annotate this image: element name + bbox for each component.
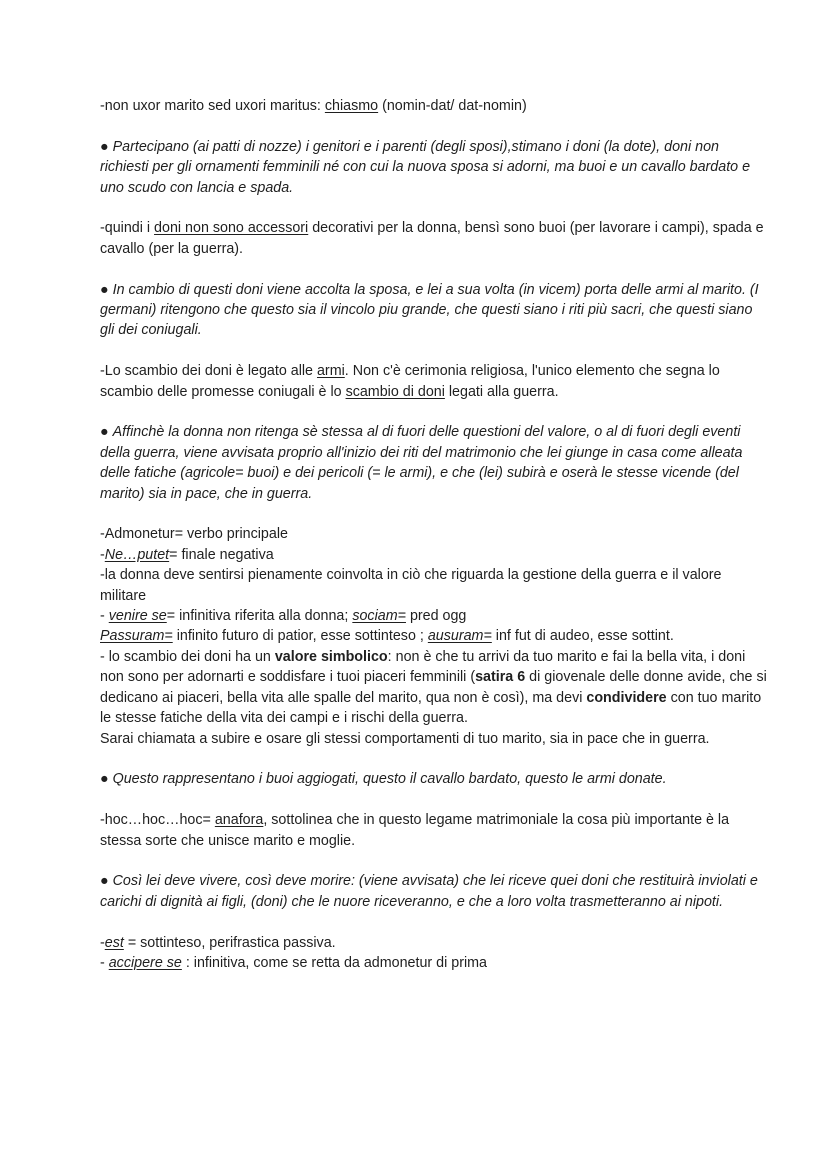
translation-bullet-1: ● Partecipano (ai patti di nozze) i genitori e i parenti (degli sposi),stimano i doni (la dote), doni non richiesti per gli ornamenti femminili né con cui la nuova sposa si adorni, ma buoi e un cavallo bardato e uno scudo con lancia e spada. — [100, 137, 768, 198]
term-condividere: condividere — [586, 689, 667, 706]
term-satira-6: satira 6 — [475, 669, 526, 686]
note-venire-se: - venire se= infinitiva riferita alla donna; sociam= pred ogg — [100, 608, 467, 625]
exchange-note: -Lo scambio dei doni è legato alle armi. Non c'è cerimonia religiosa, l'unico elemento che segna lo scambio delle promesse coniugali è lo scambio di doni legati alla guerra. — [100, 363, 720, 400]
term-ne-putet: Ne…putet — [104, 546, 170, 563]
anafora-note: -hoc…hoc…hoc= anafora, sottolinea che in questo legame matrimoniale la cosa più importante è la stessa sorte che unisce marito e moglie. — [100, 812, 730, 849]
note-passuram: Passuram= infinito futuro di patior, esse sottinteso ; ausuram= inf fut di audeo, esse sottint. — [100, 628, 674, 645]
note-accipere-se: - accipere se : infinitiva, come se retta da admonetur di prima — [100, 954, 488, 971]
term-chiasmo: chiasmo — [324, 98, 379, 114]
note-sarai-chiamata: Sarai chiamata a subire e osare gli stessi comportamenti di tuo marito, sia in pace che in guerra. — [100, 730, 710, 747]
term-doni-non-accessori: doni non sono accessori — [154, 220, 309, 237]
grammar-notes — [100, 524, 768, 748]
note-admonetur: -Admonetur= verbo principale — [100, 526, 288, 543]
note-ne-putet: -Ne…putet= finale negativa — [100, 546, 274, 563]
term-armi: armi — [316, 363, 345, 380]
final-notes — [100, 933, 768, 974]
chiasmo-note: -non uxor marito sed uxori maritus: chiasmo (nomin-dat/ dat-nomin) — [100, 98, 527, 114]
note-donna-coinvolta: -la donna deve sentirsi pienamente coinvolta in ciò che riguarda la gestione della guerra e il valore militare — [100, 567, 722, 604]
translation-bullet-2: ● In cambio di questi doni viene accolta la sposa, e lei a sua volta (in vicem) porta delle armi al marito. (I germani) ritengono che questo sia il vincolo piu grande, che questi siano i riti più sacri, che questi siano gli dei coniugali. — [100, 280, 768, 341]
translation-bullet-3: ● Affinchè la donna non ritenga sè stessa al di fuori delle questioni del valore, o al di fuori degli eventi della guerra, viene avvisata proprio all'inizio dei riti del matrimonio che lei giunge in casa come alleata delle fatiche (agricole= buoi) e dei pericoli (= le armi), e che (lei) subirà e oserà le stesse vicende (del marito) sia in pace, che in guerra. — [100, 422, 768, 504]
term-venire-se: venire se — [108, 608, 167, 625]
translation-bullet-4: ● Questo rappresentano i buoi aggiogati, questo il cavallo bardato, questo le armi donate. — [100, 769, 768, 789]
translation-bullet-5: ● Così lei deve vivere, così deve morire: (viene avvisata) che lei riceve quei doni che restituirà inviolati e carichi di dignità ai figli, (doni) che le nuore riceveranno, e che a loro volta trasmetteranno ai nipoti. — [100, 871, 768, 912]
term-anafora: anafora — [214, 812, 264, 829]
term-scambio-di-doni: scambio di doni — [345, 383, 445, 400]
term-est: est — [104, 934, 124, 951]
term-valore-simbolico: valore simbolico — [274, 648, 388, 665]
term-sociam: sociam= — [352, 608, 406, 625]
note-est: -est = sottinteso, perifrastica passiva. — [100, 934, 336, 951]
term-accipere-se: accipere se — [108, 954, 182, 971]
term-passuram: Passuram= — [100, 628, 173, 645]
gifts-note: -quindi i doni non sono accessori decorativi per la donna, bensì sono buoi (per lavorare i campi), spada e cavallo (per la guerra). — [100, 220, 764, 257]
term-ausuram: ausuram= — [427, 628, 492, 645]
note-valore-simbolico: - lo scambio dei doni ha un valore simbolico: non è che tu arrivi da tuo marito e fai la bella vita, i doni non sono per adornarti e soddisfare i tuoi piaceri femminili (satira 6 di giovenale delle donne avide, che si dedicano ai piaceri, bella vita alle spalle del marito, qua non è così), ma devi condividere con tuo marito le stesse fatiche della vita dei campi e i rischi della guerra. — [100, 648, 767, 727]
